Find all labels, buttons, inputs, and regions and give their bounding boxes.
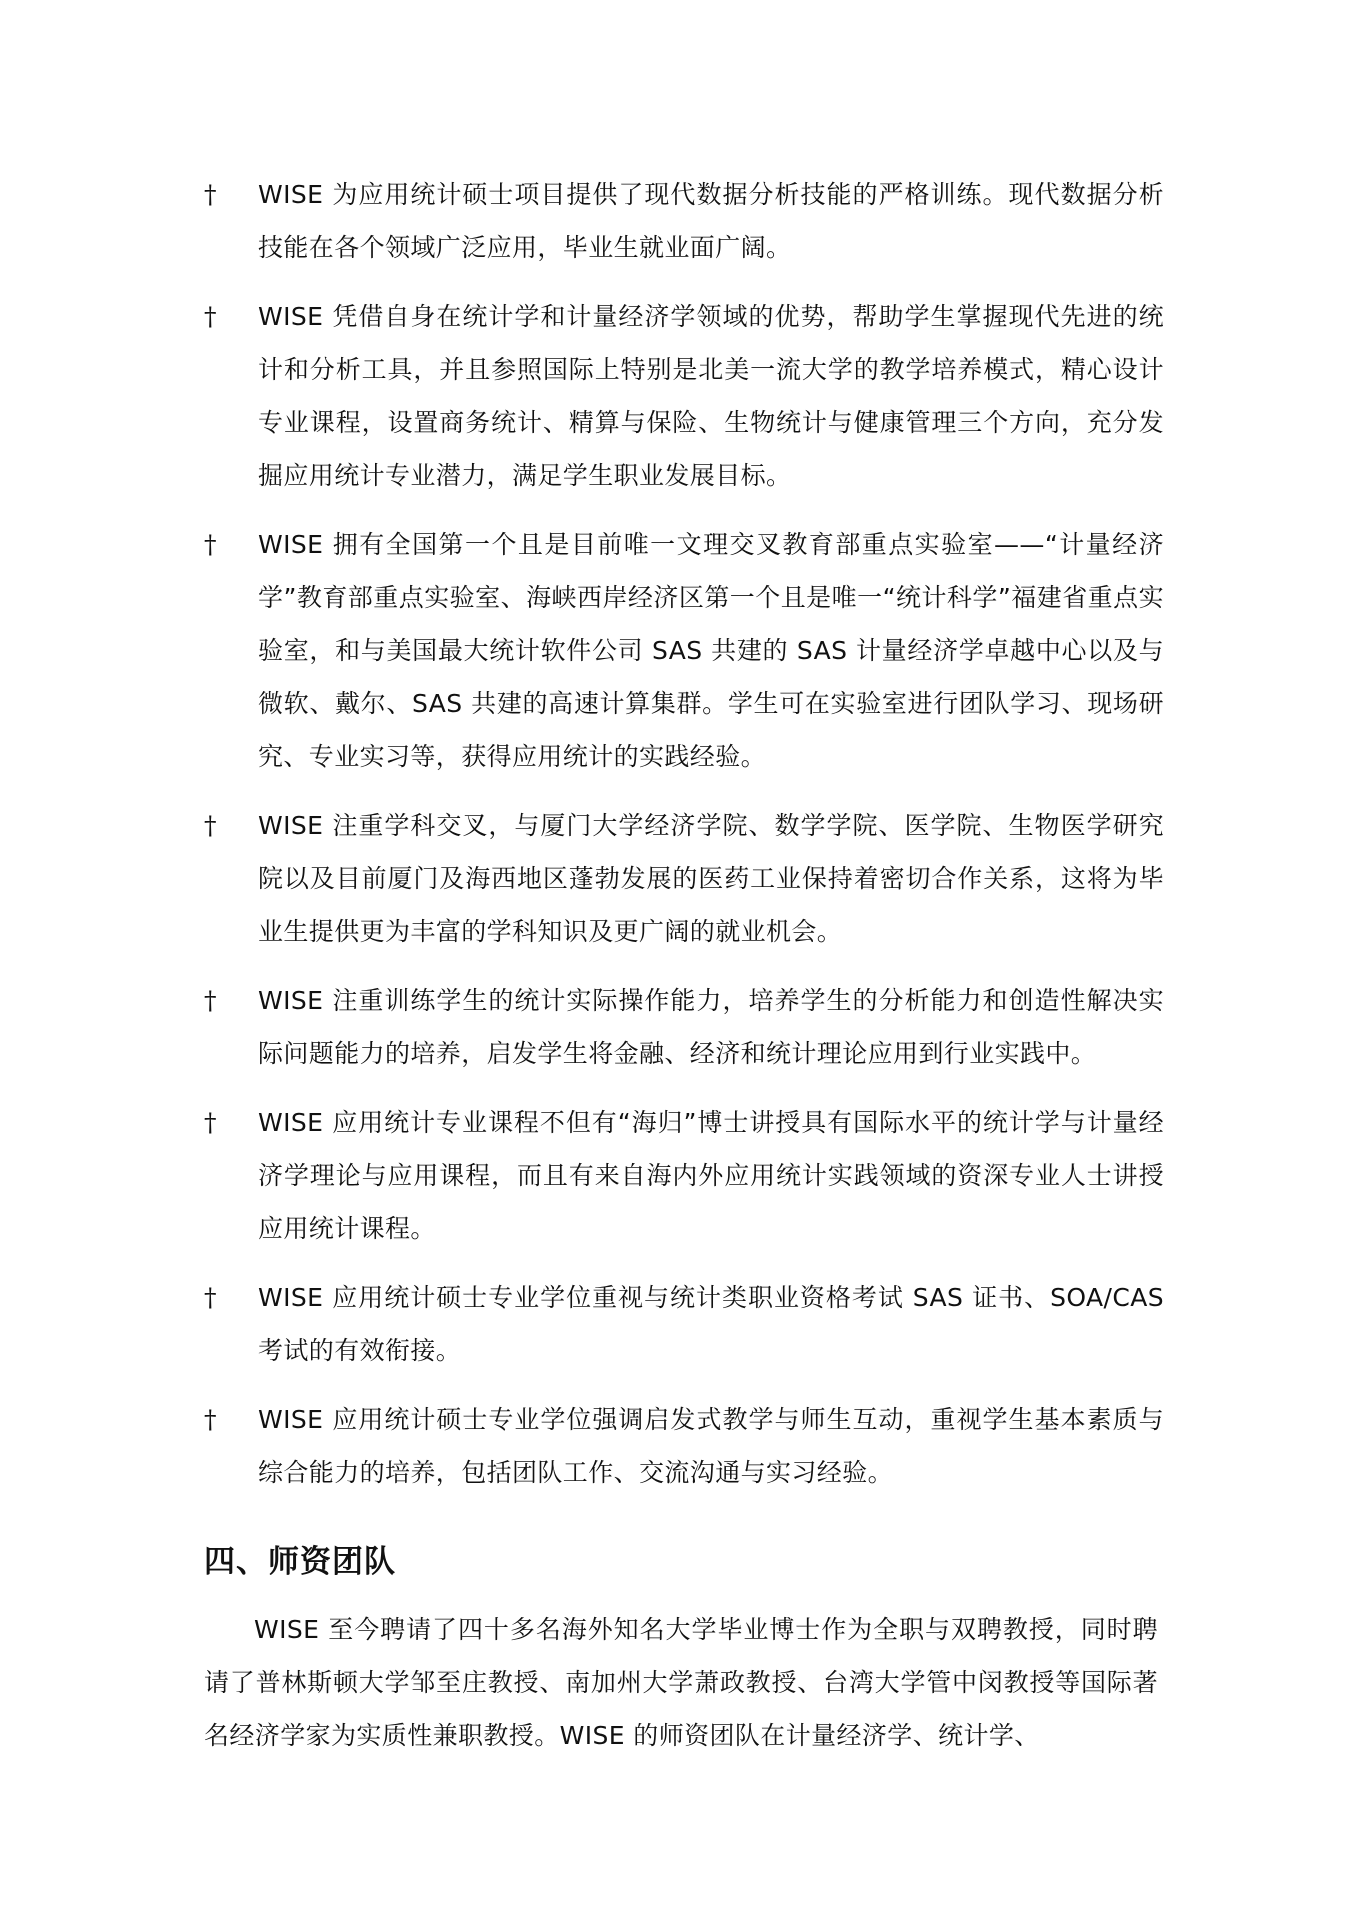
dagger-bullet-icon: † bbox=[204, 811, 217, 840]
list-item bbox=[204, 974, 1164, 1080]
dagger-bullet-icon: † bbox=[204, 1108, 217, 1137]
dagger-bullet-icon: † bbox=[204, 302, 217, 331]
dagger-bullet-icon: † bbox=[204, 1283, 217, 1312]
list-item bbox=[204, 518, 1164, 783]
list-item-text: WISE 凭借自身在统计学和计量经济学领域的优势，帮助学生掌握现代先进的统计和分析工具，并且参照国际上特别是北美一流大学的教学培养模式，精心设计专业课程，设置商务统计、精算与保险、生物统计与健康管理三个方向，充分发掘应用统计专业潜力，满足学生职业发展目标。 bbox=[258, 302, 1164, 490]
dagger-bullet-icon: † bbox=[204, 530, 217, 559]
list-item-text: WISE 拥有全国第一个且是目前唯一文理交叉教育部重点实验室——“计量经济学”教育部重点实验室、海峡西岸经济区第一个且是唯一“统计科学”福建省重点实验室，和与美国最大统计软件公司 SAS 共建的 SAS 计量经济学卓越中心以及与微软、戴尔、SAS 共建的高速计算集群。学生可在实验室进行团队学习、现场研究、专业实习等，获得应用统计的实践经验。 bbox=[258, 530, 1164, 771]
list-item-text: WISE 应用统计专业课程不但有“海归”博士讲授具有国际水平的统计学与计量经济学理论与应用课程，而且有来自海内外应用统计实践领域的资深专业人士讲授应用统计课程。 bbox=[258, 1108, 1164, 1243]
advantages-list bbox=[204, 168, 1164, 1515]
dagger-bullet-icon: † bbox=[204, 986, 217, 1015]
list-item bbox=[204, 168, 1164, 274]
list-item bbox=[204, 799, 1164, 958]
dagger-bullet-icon: † bbox=[204, 180, 217, 209]
list-item bbox=[204, 290, 1164, 502]
list-item bbox=[204, 1271, 1164, 1377]
section-paragraph: WISE 至今聘请了四十多名海外知名大学毕业博士作为全职与双聘教授，同时聘请了普林斯顿大学邹至庄教授、南加州大学萧政教授、台湾大学管中闵教授等国际著名经济学家为实质性兼职教授。WISE 的师资团队在计量经济学、统计学、 bbox=[204, 1615, 1158, 1750]
dagger-bullet-icon: † bbox=[204, 1405, 217, 1434]
list-item-text: WISE 应用统计硕士专业学位强调启发式教学与师生互动，重视学生基本素质与综合能力的培养，包括团队工作、交流沟通与实习经验。 bbox=[258, 1405, 1164, 1487]
list-item bbox=[204, 1096, 1164, 1255]
section-heading: 四、师资团队 bbox=[204, 1544, 396, 1580]
list-item bbox=[204, 1393, 1164, 1499]
list-item-text: WISE 注重学科交叉，与厦门大学经济学院、数学学院、医学院、生物医学研究院以及目前厦门及海西地区蓬勃发展的医药工业保持着密切合作关系，这将为毕业生提供更为丰富的学科知识及更广阔的就业机会。 bbox=[258, 811, 1164, 946]
list-item-text: WISE 注重训练学生的统计实际操作能力，培养学生的分析能力和创造性解决实际问题能力的培养，启发学生将金融、经济和统计理论应用到行业实践中。 bbox=[258, 986, 1164, 1068]
list-item-text: WISE 应用统计硕士专业学位重视与统计类职业资格考试 SAS 证书、SOA/CAS 考试的有效衔接。 bbox=[258, 1283, 1164, 1365]
list-item-text: WISE 为应用统计硕士项目提供了现代数据分析技能的严格训练。现代数据分析技能在各个领域广泛应用，毕业生就业面广阔。 bbox=[258, 180, 1164, 262]
